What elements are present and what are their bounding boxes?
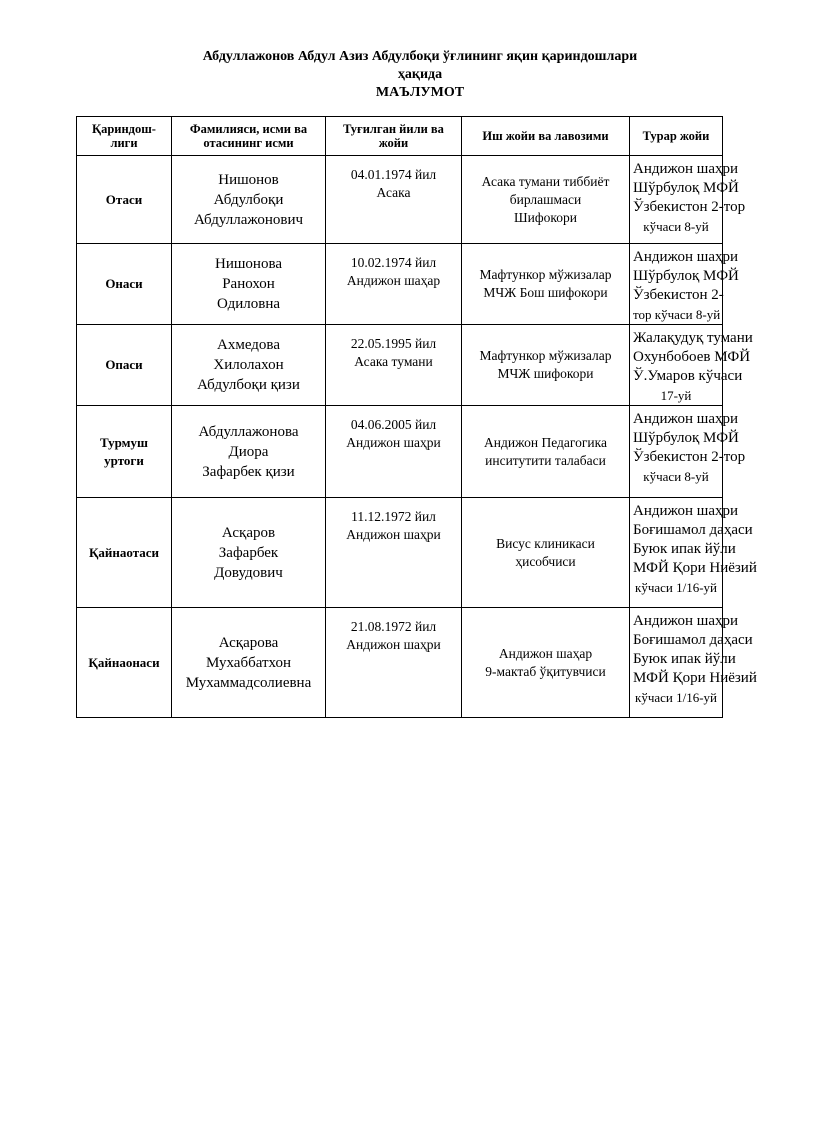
table-body — [77, 156, 757, 718]
header-work: Иш жойи ва лавозими — [462, 117, 630, 156]
cell-name-line: Диора — [228, 443, 269, 460]
cell-name-line: Абдуллажонович — [193, 211, 304, 228]
cell-name — [172, 325, 326, 406]
cell-name-line: Мухаббатхон — [206, 654, 291, 671]
table-header-row — [77, 117, 723, 156]
cell-address-line: тор кўчаси 8-уй — [633, 307, 721, 322]
cell-work — [462, 244, 630, 325]
cell-address-line: кўчаси 1/16-уй — [635, 580, 717, 595]
cell-name-line: Зафарбек қизи — [202, 463, 295, 480]
table-row — [77, 325, 723, 406]
cell-address-line: МФЙ Қори Ниёзий — [633, 560, 757, 576]
cell-address — [630, 156, 746, 244]
cell-birth-line: 11.12.1972 йил — [351, 509, 436, 524]
cell-work-line: Мафтункор мўжизалар — [479, 348, 612, 363]
cell-work — [462, 498, 630, 608]
cell-work-line: МЧЖ шифокори — [497, 366, 594, 381]
cell-name — [172, 156, 326, 244]
cell-work-line: Шифокори — [514, 209, 577, 225]
cell-name-line: Хилолахон — [213, 357, 284, 373]
cell-address-line: Ўзбекистон 2-тор — [633, 449, 746, 465]
cell-work-line: 9-мактаб ўқитувчиси — [485, 663, 606, 679]
cell-address-line: Буюк ипак йўли — [633, 541, 736, 557]
title-line-3: МАЪЛУМОТ — [375, 85, 465, 100]
cell-birth — [326, 406, 462, 498]
cell-work-line: ҳисобчиси — [515, 553, 576, 569]
cell-birth-line: 21.08.1972 йил — [350, 619, 437, 634]
cell-relation: Турмуш уртоги — [77, 406, 172, 498]
cell-birth-line: Андижон шаҳри — [346, 637, 441, 652]
cell-birth-line: 10.02.1974 йил — [350, 255, 437, 270]
cell-name-line: Довудович — [214, 564, 283, 581]
title-line-1: Абдуллажонов Абдул Азиз Абдулбоқи ўғлининг яқин қариндошлари — [202, 49, 638, 64]
cell-address-line: Ў.Умаров кўчаси — [633, 368, 743, 384]
cell-birth-line: Андижон шаҳар — [346, 273, 441, 288]
cell-address-line: кўчаси 8-уй — [643, 219, 709, 234]
cell-name — [172, 244, 326, 325]
cell-name-line: Одиловна — [216, 296, 281, 312]
cell-name — [172, 406, 326, 498]
cell-work — [462, 608, 630, 718]
cell-name-line: Ахмедова — [217, 337, 280, 353]
cell-address-line: Андижон шаҳри — [633, 249, 739, 265]
cell-work-line: Андижон шаҳар — [498, 645, 593, 661]
cell-relation: Онаси — [77, 244, 172, 325]
table-row — [77, 244, 723, 325]
cell-birth — [326, 498, 462, 608]
cell-relation: Қайнаотаси — [77, 498, 172, 608]
cell-address — [630, 406, 746, 498]
cell-address-line: 17-уй — [660, 388, 692, 403]
cell-name-line: Нишонова — [215, 256, 282, 272]
cell-work — [462, 325, 630, 406]
cell-address-line: кўчаси 8-уй — [643, 469, 709, 484]
cell-birth-line: Андижон шаҳри — [346, 435, 441, 450]
cell-address-line: МФЙ Қори Ниёзий — [633, 670, 757, 686]
cell-address — [630, 498, 757, 608]
cell-address — [630, 325, 753, 406]
cell-address-line: Шўрбулоқ МФЙ — [633, 430, 739, 446]
cell-address-line: Андижон шаҳри — [633, 161, 739, 177]
header-relation: Қариндош-лиги — [77, 117, 172, 156]
cell-address-line: Шўрбулоқ МФЙ — [633, 180, 739, 196]
header-full-name: Фамилияси, исми ва отасининг исми — [172, 117, 326, 156]
cell-name-line: Асқаров — [221, 524, 276, 541]
cell-address-line: Буюк ипак йўли — [633, 651, 736, 667]
cell-address-line: Боғишамол даҳаси — [633, 522, 753, 538]
cell-name-line: Абдуллажонова — [198, 423, 299, 440]
cell-birth-line: 04.06.2005 йил — [350, 417, 437, 432]
cell-birth-line: 04.01.1974 йил — [350, 167, 437, 182]
document-title — [0, 48, 840, 102]
cell-address-line: Охунбобоев МФЙ — [633, 349, 751, 365]
cell-address-line: Ўзбекистон 2-тор — [633, 199, 746, 215]
table-row — [77, 406, 723, 498]
cell-birth-line: Асака тумани — [354, 354, 433, 369]
cell-address-line: Андижон шаҳри — [633, 613, 739, 629]
cell-address-line: Боғишамол даҳаси — [633, 632, 753, 648]
cell-address — [630, 608, 757, 718]
cell-name-line: Асқарова — [218, 634, 279, 651]
cell-birth-line: Асака — [376, 185, 411, 200]
cell-birth — [326, 325, 462, 406]
cell-name-line: Мухаммадсолиевна — [185, 674, 312, 691]
header-birth: Туғилган йили ва жойи — [326, 117, 462, 156]
cell-address-line: Шўрбулоқ МФЙ — [633, 268, 739, 284]
cell-name-line: Зафарбек — [218, 544, 279, 561]
cell-address-line: Ўзбекистон 2- — [633, 287, 724, 303]
cell-address-line: Жалақудуқ тумани — [633, 330, 753, 346]
cell-work — [462, 406, 630, 498]
cell-address-line: кўчаси 1/16-уй — [635, 690, 717, 705]
cell-work-line: Асака тумани тиббиёт — [481, 173, 610, 189]
header-address: Турар жойи — [630, 117, 723, 156]
cell-address — [630, 244, 739, 325]
cell-relation: Опаси — [77, 325, 172, 406]
cell-name-line: Абдулбоқи қизи — [197, 377, 300, 393]
cell-address-line: Андижон шаҳри — [633, 411, 739, 427]
cell-relation: Отаси — [77, 156, 172, 244]
cell-work — [462, 156, 630, 244]
cell-name — [172, 608, 326, 718]
cell-address-line: Андижон шаҳри — [633, 503, 739, 519]
table-row — [77, 608, 723, 718]
cell-name-line: Абдулбоқи — [213, 191, 284, 208]
cell-work-line: Висус клиникаси — [496, 535, 595, 551]
cell-birth-line: 22.05.1995 йил — [350, 336, 437, 351]
cell-work-line: инситутити талабаси — [485, 452, 606, 468]
title-line-2: ҳақида — [397, 67, 443, 82]
cell-birth — [326, 244, 462, 325]
table-row — [77, 156, 723, 244]
cell-birth — [326, 156, 462, 244]
cell-name-line: Нишонов — [218, 171, 279, 188]
cell-work-line: Андижон Педагогика — [484, 434, 607, 450]
cell-work-line: МЧЖ Бош шифокори — [483, 285, 608, 300]
cell-work-line: Мафтункор мўжизалар — [479, 267, 612, 282]
cell-birth — [326, 608, 462, 718]
relatives-table — [76, 116, 757, 718]
cell-name — [172, 498, 326, 608]
cell-work-line: бирлашмаси — [509, 191, 582, 207]
cell-relation: Қайнаонаси — [77, 608, 172, 718]
cell-name-line: Ранохон — [222, 276, 275, 292]
cell-birth-line: Андижон шаҳри — [346, 527, 441, 542]
table-row — [77, 498, 723, 608]
